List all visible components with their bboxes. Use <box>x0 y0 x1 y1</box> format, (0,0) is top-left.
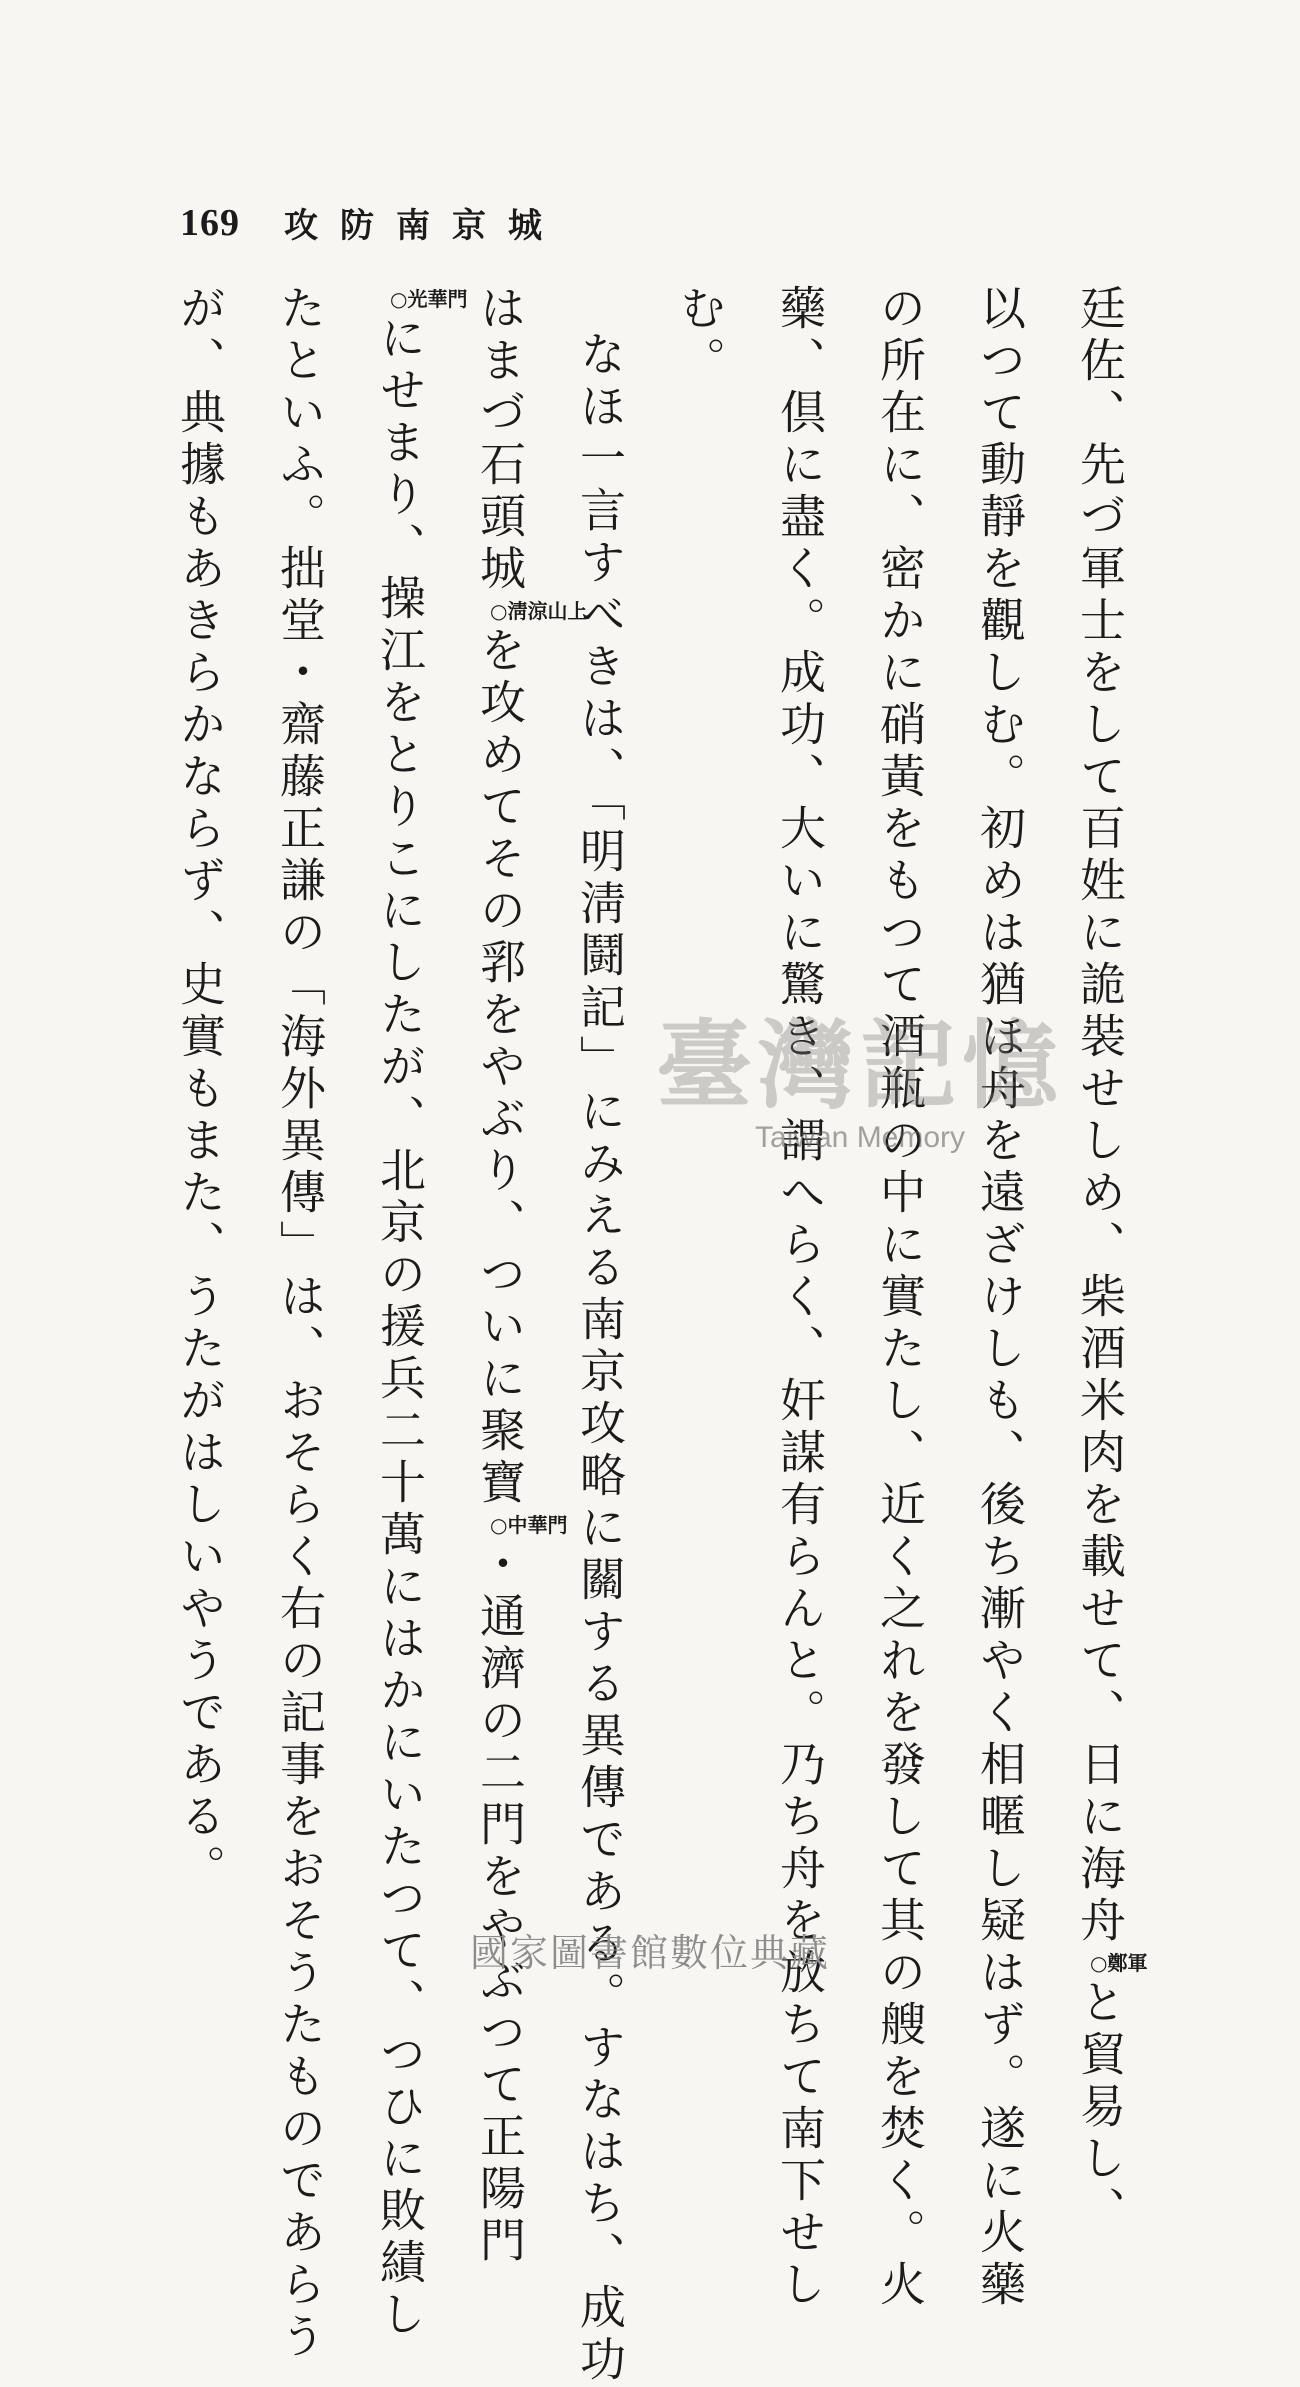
watermark-cjk: 臺灣記憶 <box>656 1010 1064 1122</box>
inline-annotation: ○中華門 <box>490 1513 568 1537</box>
text-column <box>350 284 468 2342</box>
text-column <box>1050 284 1150 2238</box>
text-column <box>450 284 588 2268</box>
page-number: 169 <box>180 201 240 244</box>
text-column: む。 <box>673 284 727 388</box>
text-run: を攻めてその郛をやぶり、ついに聚寶 <box>473 626 527 1510</box>
inline-annotation: ○淸涼山上 <box>490 599 588 623</box>
text-column: 以つて動靜を觀しむ。初めは猶ほ舟を遠ざけしも、後ち漸やく相暱し疑はず。遂に火藥 <box>973 284 1027 2312</box>
text-column: の所在に、密かに硝黃をもつて酒瓶の中に實たし、近く之れを發して其の艘を焚く。火 <box>873 284 927 2312</box>
running-title: 攻防南京城 <box>284 206 564 246</box>
text-run: はまづ石頭城 <box>473 284 527 596</box>
text-column: 藥、倶に盡く。成功、大いに驚き、謂へらく、奸謀有らんと。乃ち舟を放ちて南下せし <box>773 284 827 2312</box>
watermark-en: Taiwan Memory <box>754 1121 966 1154</box>
text-column: なほ一言すべきは、「明淸鬪記」にみえる南京攻略に關する異傳である。すなはち、成功 <box>573 330 627 2387</box>
page-header <box>180 198 564 247</box>
text-run: 廷佐、先づ軍士をして百姓に詭裝せしめ、柴酒米肉を載せて、日に海舟 <box>1073 284 1127 1948</box>
text-run: ・通濟の二門をやぶつて正陽門 <box>473 1540 527 2268</box>
footer-caption: 國家圖書館數位典藏 <box>469 1931 830 1975</box>
text-run: にせまり、操江をとりこにしたが、北京の援兵二十萬にはかにいたつて、つひに敗績し <box>373 314 427 2342</box>
inline-annotation: ○鄭軍 <box>1090 1951 1148 1975</box>
text-column: たといふ。拙堂・齋藤正謙の「海外異傳」は、おそらく右の記事をおそうたものであらう <box>273 284 327 2364</box>
text-column: が、典據もあきらかならず、史實もまた、うたがはしいやうである。 <box>173 284 227 1896</box>
text-run: と貿易し、 <box>1073 1978 1127 2238</box>
inline-annotation: ○光華門 <box>390 287 468 311</box>
